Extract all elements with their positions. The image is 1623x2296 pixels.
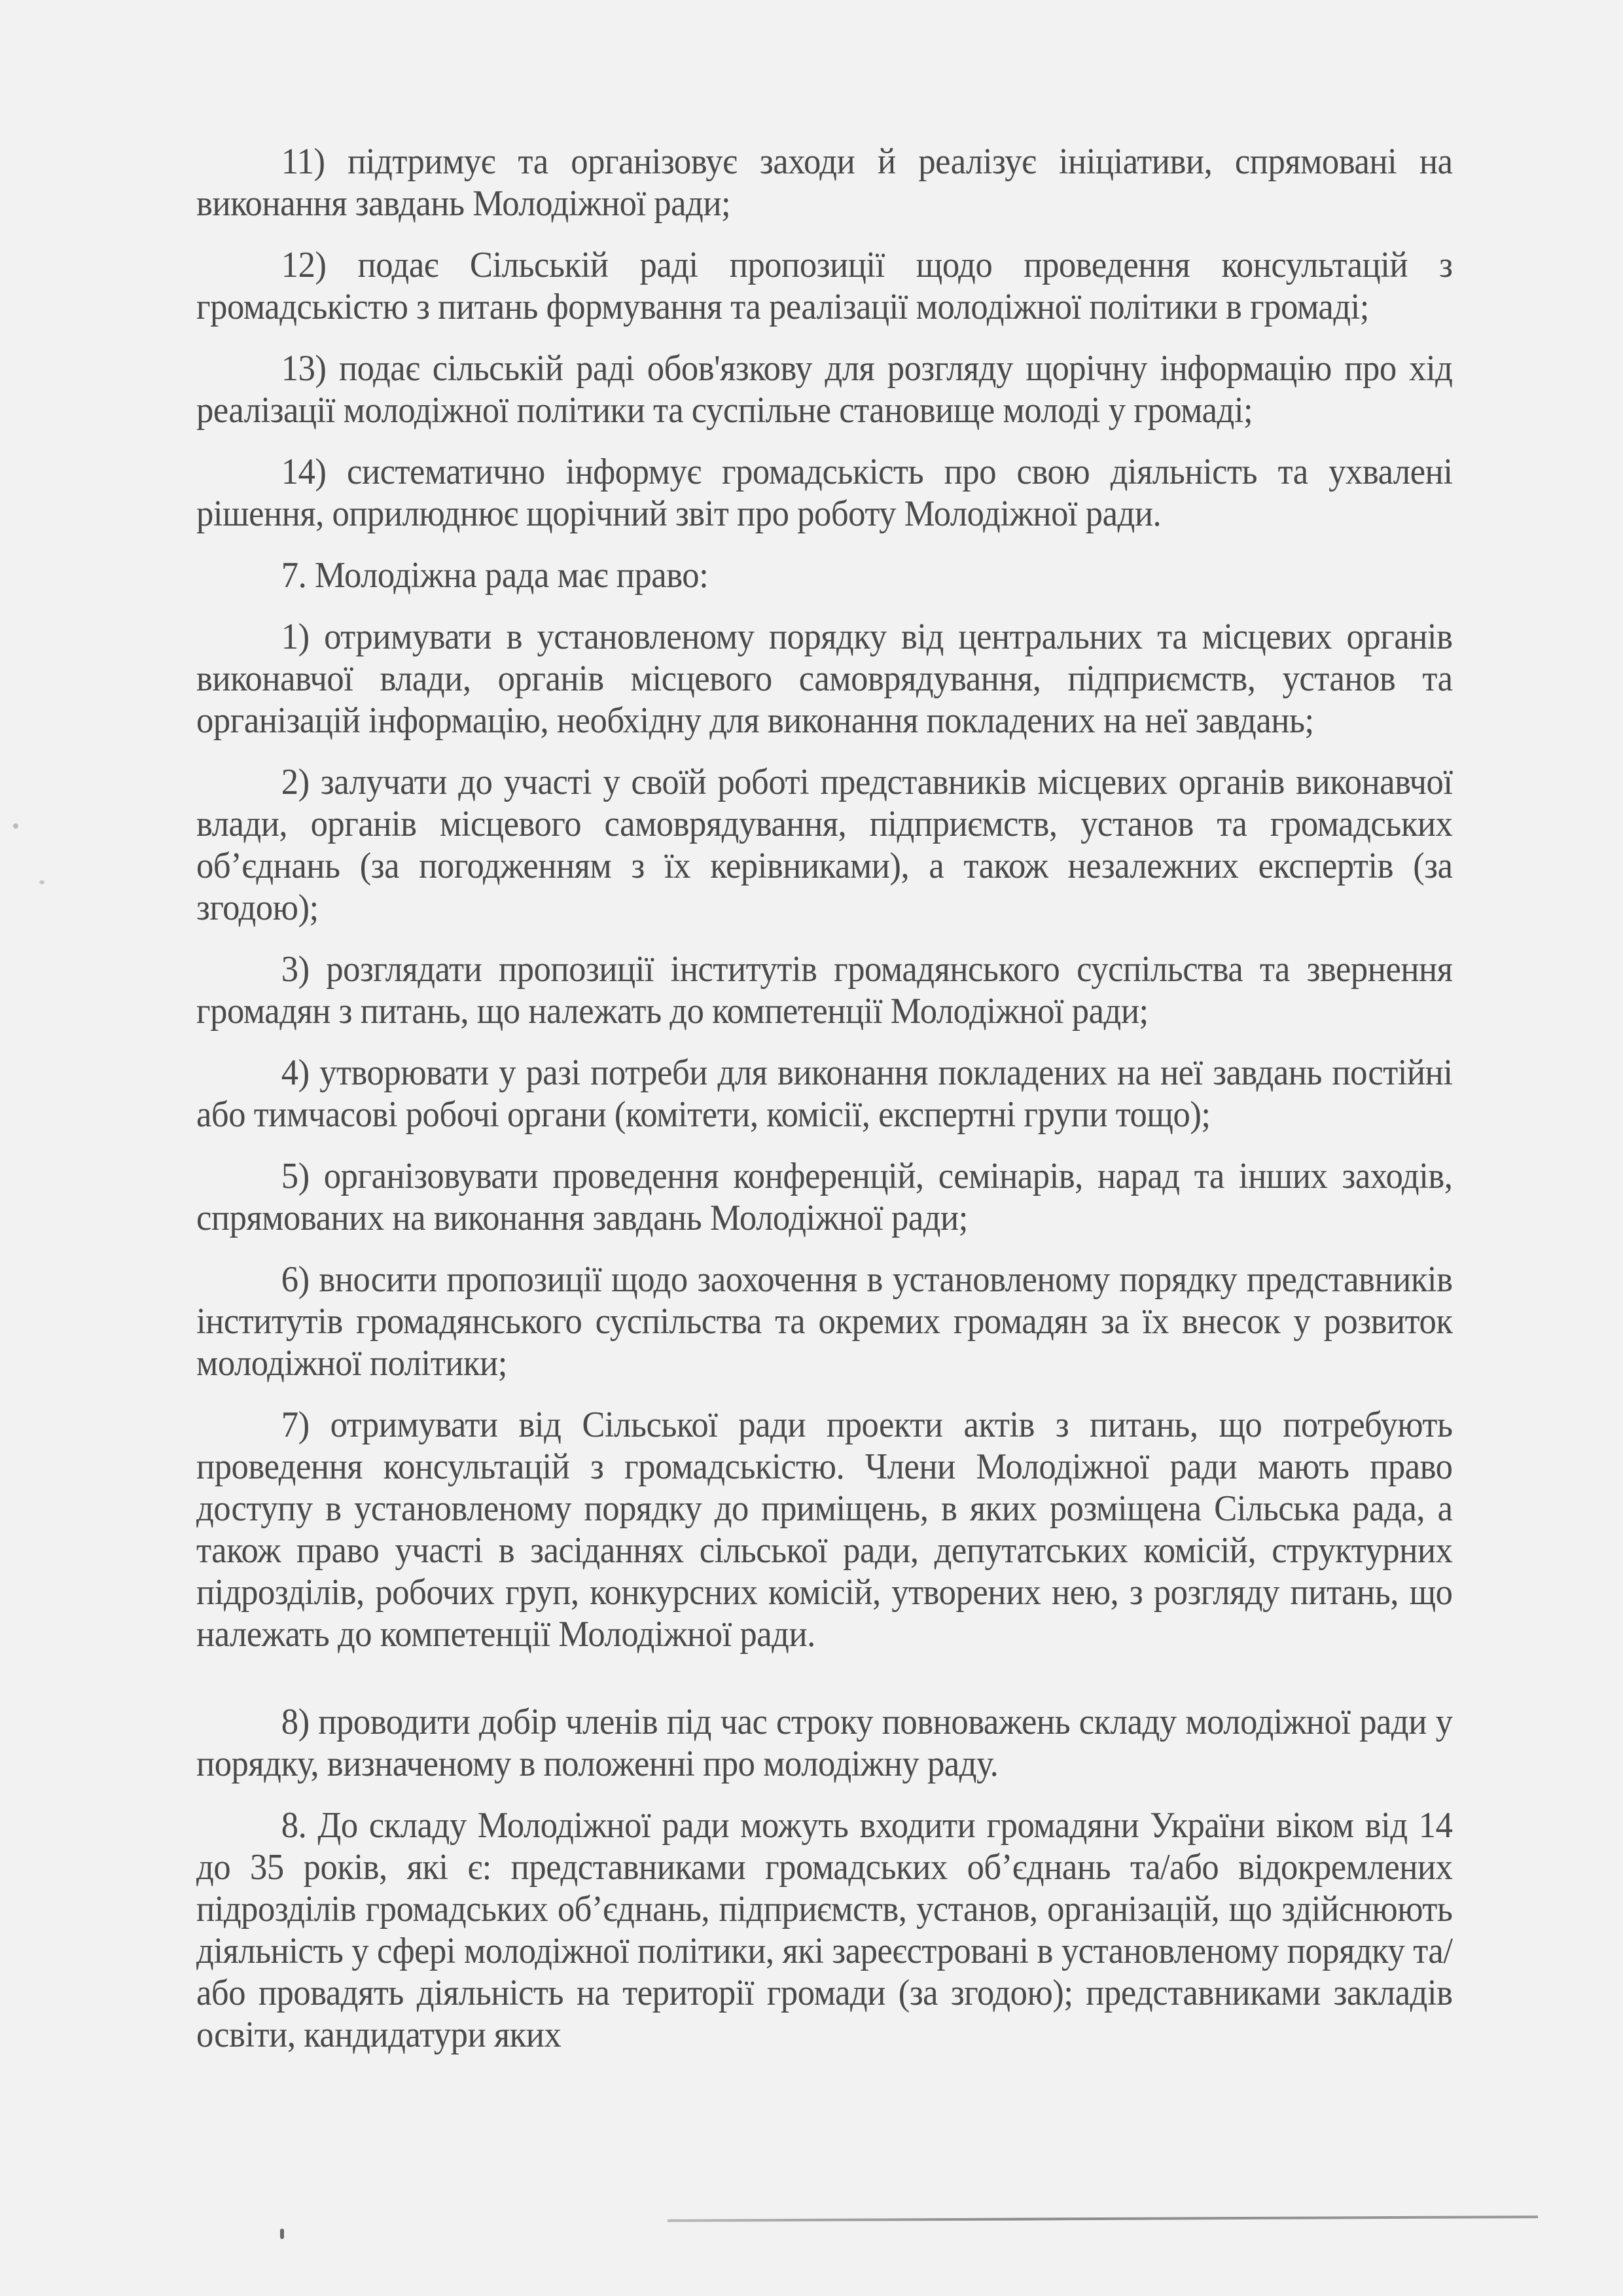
paragraph-right-8: 8) проводити добір членів під час строку повноважень складу молодіжної ради у порядку, визначеному в положенні про молодіжну раду. [196, 1702, 1453, 1784]
section-7-heading: 7. Молодіжна рада має право: [281, 555, 709, 596]
paragraph-item-14: 14) систематично інформує громадськість про свою діяльність та ухвалені рішення, оприлюднює щорічний звіт про роботу Молодіжної ради. [196, 452, 1453, 534]
scan-speck [39, 880, 45, 884]
paragraph-right-4: 4) утворювати у разі потреби для виконання покладених на неї завдань постійні або тимчасові робочі органи (комітети, комісії, експертні групи тощо); [196, 1052, 1453, 1135]
section-8-paragraph: 8. До складу Молодіжної ради можуть входити громадяни України віком від 14 до 35 років, які є: представниками громадських об’єднань та/або відокремлених підрозділів громадських об’єднань, підприємств, установ, організацій, що здійснюють діяльність у сфері молодіжної політики, які зареєстровані в установленому порядку та/або провадять діяльність на території громади (за згодою); представниками закладів освіти, кандидатури яких [196, 1805, 1453, 2055]
document-page [196, 141, 1453, 2075]
paragraph-item-11: 11) підтримує та організовує заходи й реалізує ініціативи, спрямовані на виконання завдань Молодіжної ради; [196, 141, 1453, 224]
scan-mark [280, 2229, 284, 2239]
paragraph-right-6: 6) вносити пропозиції щодо заохочення в установленому порядку представників інститутів громадянського суспільства та окремих громадян за їх внесок у розвиток молодіжної політики; [196, 1259, 1453, 1384]
scan-speck [13, 823, 18, 829]
paragraph-right-5: 5) організовувати проведення конференцій, семінарів, нарад та інших заходів, спрямованих на виконання завдань Молодіжної ради; [196, 1156, 1453, 1238]
paragraph-item-13: 13) подає сільській раді обов'язкову для розгляду щорічну інформацію про хід реалізації молодіжної політики та суспільне становище молоді у громаді; [196, 348, 1453, 431]
paragraph-right-3: 3) розглядати пропозиції інститутів громадянського суспільства та звернення громадян з питань, що належать до компетенції Молодіжної ради; [196, 949, 1453, 1031]
paragraph-right-2: 2) залучати до участі у своїй роботі представників місцевих органів виконавчої влади, органів місцевого самоврядування, підприємств, установ та громадських об’єднань (за погодженням з їх керівниками), а також незалежних експертів (за згодою); [196, 762, 1453, 928]
paragraph-right-1: 1) отримувати в установленому порядку від центральних та місцевих органів виконавчої влади, органів місцевого самоврядування, підприємств, установ та організацій інформацію, необхідну для виконання покладених на неї завдань; [196, 617, 1453, 741]
paragraph-right-7: 7) отримувати від Сільської ради проекти актів з питань, що потребують проведення консультацій з громадськістю. Члени Молодіжної ради мають право доступу в установленому порядку до приміщень, в яких розміщена Сільська рада, а також право участі в засіданнях сільської ради, депутатських комісій, структурних підрозділів, робочих груп, конкурсних комісій, утворених нею, з розгляду питань, що належать до компетенції Молодіжної ради. [196, 1405, 1453, 1655]
footer-rule [668, 2215, 1538, 2222]
paragraph-item-12: 12) подає Сільській раді пропозиції щодо проведення консультацій з громадськістю з питань формування та реалізації молодіжної політики в громаді; [196, 245, 1453, 327]
